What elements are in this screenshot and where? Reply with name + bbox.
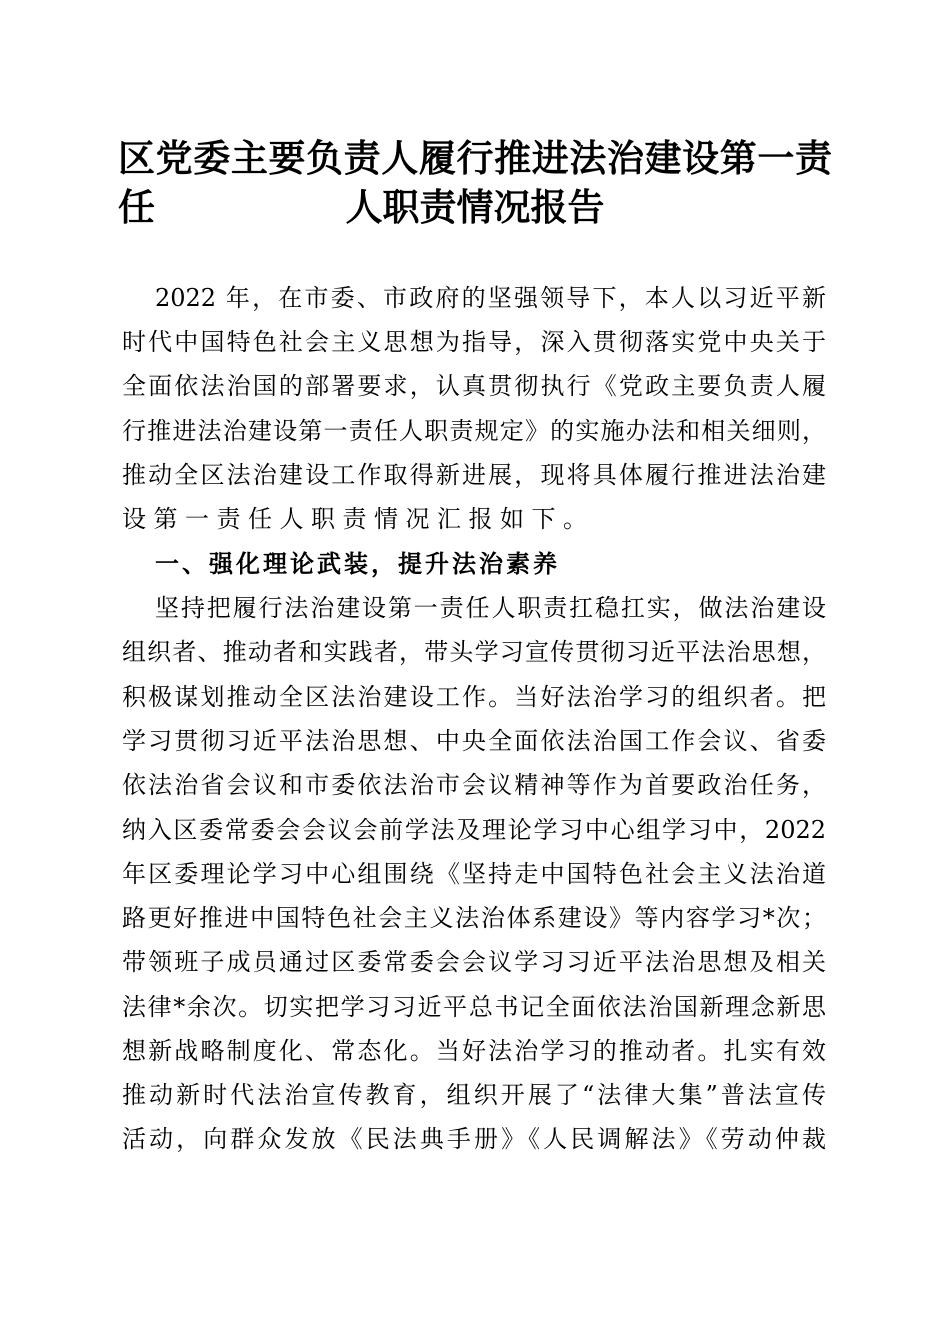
- body-line: 带领班子成员通过区委常委会会议学习习近平法治思想及相关: [122, 948, 826, 976]
- intro-line: 设第一责任人职责情况汇报如下。: [122, 505, 595, 533]
- intro-line: 2022 年，在市委、市政府的坚强领导下，本人以习近平新: [155, 284, 826, 312]
- body-line: 依法治省会议和市委依法治市会议精神等作为首要政治任务，: [122, 771, 826, 799]
- intro-line: 推动全区法治建设工作取得新进展，现将具体履行推进法治建: [122, 461, 826, 489]
- body-line: 纳入区委常委会会议会前学法及理论学习中心组学习中，2022: [122, 816, 826, 844]
- intro-line: 全面依法治国的部署要求，认真贯彻执行《党政主要负责人履: [122, 372, 826, 400]
- body-line: 想新战略制度化、常态化。当好法治学习的推动者。扎实有效: [122, 1037, 826, 1065]
- intro-line: 行推进法治建设第一责任人职责规定》的实施办法和相关细则，: [122, 417, 826, 445]
- body-line: 年区委理论学习中心组围绕《坚持走中国特色社会主义法治道: [122, 860, 826, 888]
- body-line: 推动新时代法治宣传教育，组织开展了“法律大集”普法宣传: [122, 1081, 826, 1109]
- document-title-line-2: 人职责情况报告: [345, 185, 605, 229]
- body-line: 活动，向群众发放《民法典手册》《人民调解法》《劳动仲裁: [122, 1125, 826, 1153]
- intro-line: 时代中国特色社会主义思想为指导，深入贯彻落实党中央关于: [122, 328, 826, 356]
- body-line: 组织者、推动者和实践者，带头学习宣传贯彻习近平法治思想，: [122, 638, 826, 666]
- body-line: 法律*余次。切实把学习习近平总书记全面依法治国新理念新思: [122, 993, 826, 1021]
- body-line: 学习贯彻习近平法治思想、中央全面依法治国工作会议、省委: [122, 727, 826, 755]
- document-title-line-1: 区党委主要负责人履行推进法治建设第一责任: [118, 136, 832, 229]
- body-line: 路更好推进中国特色社会主义法治体系建设》等内容学习*次；: [122, 904, 826, 932]
- section-heading: 一、强化理论武装，提升法治素养: [155, 550, 560, 578]
- body-line: 积极谋划推动全区法治建设工作。当好法治学习的组织者。把: [122, 683, 826, 711]
- body-line: 坚持把履行法治建设第一责任人职责扛稳扛实，做法治建设: [155, 594, 826, 622]
